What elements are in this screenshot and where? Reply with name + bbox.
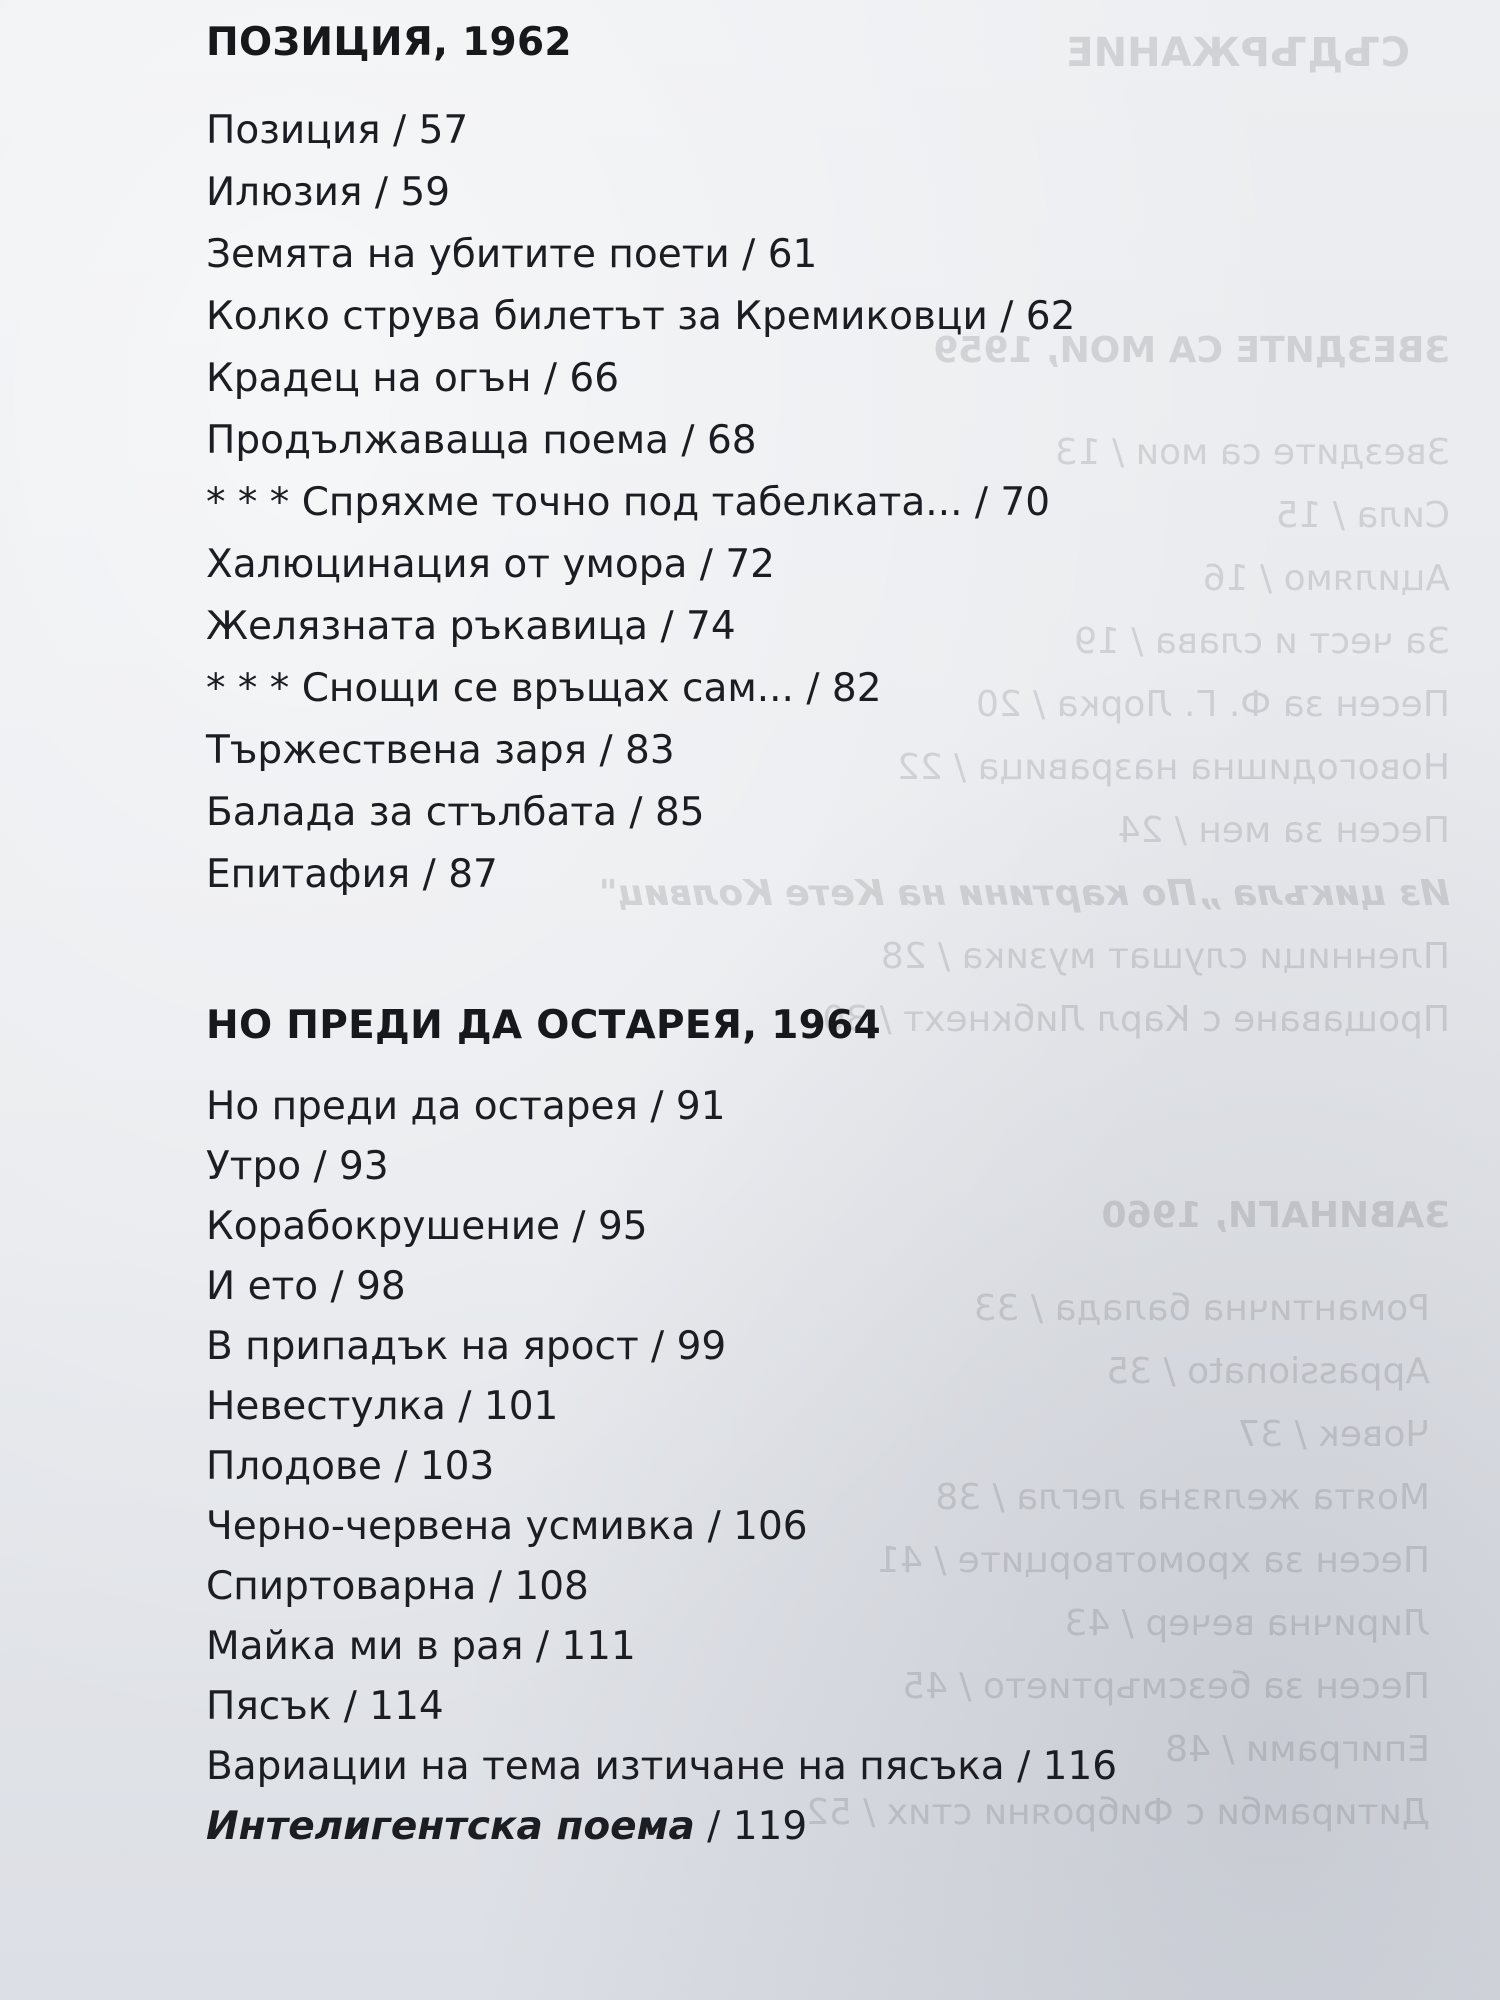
entry-title: Тържествена заря	[206, 728, 588, 773]
entry-page: 93	[339, 1144, 389, 1189]
toc-entry: * * * Спряхме точно под табелката... / 70	[206, 480, 1051, 525]
toc-entry: Колко струва билетът за Кремиковци / 62	[206, 294, 1076, 339]
bleed-item: Сила / 15	[1275, 495, 1450, 536]
entry-page: 59	[400, 170, 451, 215]
entry-page: 68	[706, 418, 757, 463]
entry-title: Корабокрушение	[206, 1204, 561, 1249]
bleed-item: Романтична балада / 33	[973, 1288, 1430, 1329]
bleed-item: Епиграми / 48	[1165, 1729, 1430, 1770]
entry-title: Желязната ръкавица	[206, 604, 649, 649]
entry-page: 57	[418, 108, 469, 153]
toc-entry: Земята на убитите поети / 61	[206, 232, 818, 277]
bleed-item: Лирична вечер / 43	[1064, 1603, 1430, 1644]
entry-title: Невестулка	[206, 1384, 446, 1429]
bleed-item: Моята желязна легла / 38	[935, 1477, 1430, 1518]
toc-entry: Черно-червена усмивка / 106	[206, 1504, 808, 1549]
section-heading: ПОЗИЦИЯ, 1962	[206, 20, 572, 65]
toc-entry: Илюзия / 59	[206, 170, 451, 215]
toc-entry: Желязната ръкавица / 74	[206, 604, 736, 649]
entry-title: Плодове	[206, 1444, 382, 1489]
bleed-item: Песен за мен / 24	[1117, 810, 1450, 851]
toc-entry: Епитафия / 87	[206, 852, 498, 897]
entry-title: Земята на убитите поети	[206, 232, 730, 277]
bleed-item: Из цикъла „По картини на Кете Колвиц"	[598, 873, 1450, 914]
entry-page: 91	[675, 1084, 726, 1129]
entry-page: 74	[686, 604, 736, 649]
entry-title: Утро	[206, 1144, 302, 1189]
toc-entry: Пясък / 114	[206, 1684, 444, 1729]
toc-entry: Интелигентска поема / 119	[206, 1804, 808, 1849]
bleed-item: Звездите са мои / 13	[1054, 432, 1450, 473]
entry-page: 61	[767, 232, 818, 277]
bleed-section-heading: ЗАВИНАГИ, 1960	[1101, 1195, 1450, 1236]
entry-title: Колко струва билетът за Кремиковци	[206, 294, 988, 339]
toc-entry: Продължаваща поема / 68	[206, 418, 757, 463]
bleed-item: Пленници слушат музика / 28	[880, 936, 1450, 977]
entry-title: Балада за стълбата	[206, 790, 617, 835]
entry-title: Вариации на тема изтичане на пясъка	[206, 1744, 1005, 1789]
entry-page: 99	[676, 1324, 727, 1369]
toc-entry: Вариации на тема изтичане на пясъка / 116	[206, 1744, 1118, 1789]
bleed-item: Дитирамби с Фиброяни стих / 52	[805, 1792, 1430, 1833]
bleed-item: Песен за Ф. Г. Лорка / 20	[975, 684, 1450, 725]
entry-title: Но преди да остарея	[206, 1084, 638, 1129]
entry-page: 70	[1000, 480, 1051, 525]
entry-page: 116	[1042, 1744, 1118, 1789]
entry-title: Спиртоварна	[206, 1564, 477, 1609]
toc-entry: Крадец на огън / 66	[206, 356, 620, 401]
entry-page: 103	[419, 1444, 495, 1489]
section-heading: НО ПРЕДИ ДА ОСТАРЕЯ, 1964	[206, 1003, 881, 1048]
entry-title: Епитафия	[206, 852, 411, 897]
entry-page: 111	[561, 1624, 636, 1669]
bleed-item: Песен за безсмъртието / 45	[902, 1666, 1430, 1707]
toc-entry: Невестулка / 101	[206, 1384, 559, 1429]
bleed-item: Човек / 37	[1237, 1414, 1430, 1455]
entry-page: 114	[369, 1684, 444, 1729]
bleed-item: Прощаване с Карл Либкнехт / 30	[822, 999, 1450, 1040]
entry-page: 87	[448, 852, 498, 897]
toc-entry: Майка ми в рая / 111	[206, 1624, 636, 1669]
bleed-section-heading: ЗВЕЗДИТЕ СА МОИ, 1959	[933, 330, 1450, 371]
entry-page: 83	[625, 728, 675, 773]
entry-page: 85	[654, 790, 705, 835]
entry-title: Майка ми в рая	[206, 1624, 524, 1669]
bleed-item: Песен за хромотворците / 41	[876, 1540, 1430, 1581]
entry-page: 82	[831, 666, 882, 711]
bleed-heading: СЪДЪРЖАНИЕ	[1066, 30, 1410, 76]
toc-entry: Спиртоварна / 108	[206, 1564, 589, 1609]
entry-page: 98	[356, 1264, 406, 1309]
entry-page: 119	[732, 1804, 808, 1849]
entry-page: 101	[483, 1384, 559, 1429]
entry-title: Продължаваща поема	[206, 418, 670, 463]
bleed-item: За чест и слава / 19	[1073, 621, 1450, 662]
entry-title: Пясък	[206, 1684, 332, 1729]
bleed-item: Appassionato / 35	[1106, 1351, 1430, 1392]
toc-entry: * * * Снощи се връщах сам... / 82	[206, 666, 882, 711]
toc-entry: Позиция / 57	[206, 108, 469, 153]
toc-entry: Плодове / 103	[206, 1444, 495, 1489]
entry-title: * * * Спряхме точно под табелката...	[206, 480, 963, 525]
toc-entry: Халюцинация от умора / 72	[206, 542, 775, 587]
entry-title: * * * Снощи се връщах сам...	[206, 666, 794, 711]
entry-page: 108	[514, 1564, 589, 1609]
entry-page: 106	[733, 1504, 808, 1549]
entry-page: 62	[1025, 294, 1076, 339]
entry-title: И ето	[206, 1264, 319, 1309]
entry-title: Халюцинация от умора	[206, 542, 688, 587]
toc-entry: Корабокрушение / 95	[206, 1204, 648, 1249]
entry-title: Крадец на огън	[206, 356, 532, 401]
toc-entry: В припадък на ярост / 99	[206, 1324, 727, 1369]
entry-title: Черно-червена усмивка	[206, 1504, 696, 1549]
toc-entry: Тържествена заря / 83	[206, 728, 675, 773]
entry-title: Илюзия	[206, 170, 363, 215]
entry-page: 66	[569, 356, 620, 401]
entry-title: В припадък на ярост	[206, 1324, 639, 1369]
entry-page: 95	[597, 1204, 648, 1249]
toc-entry: Утро / 93	[206, 1144, 389, 1189]
bleed-item: Новогодишна назравица / 22	[896, 747, 1450, 788]
entry-title: Позиция	[206, 108, 381, 153]
bleed-item: Ацилямо / 16	[1202, 558, 1450, 599]
toc-entry: Балада за стълбата / 85	[206, 790, 705, 835]
entry-page: 72	[725, 542, 775, 587]
entry-title: Интелигентска поема	[206, 1804, 695, 1849]
toc-entry: И ето / 98	[206, 1264, 406, 1309]
toc-entry: Но преди да остарея / 91	[206, 1084, 726, 1129]
